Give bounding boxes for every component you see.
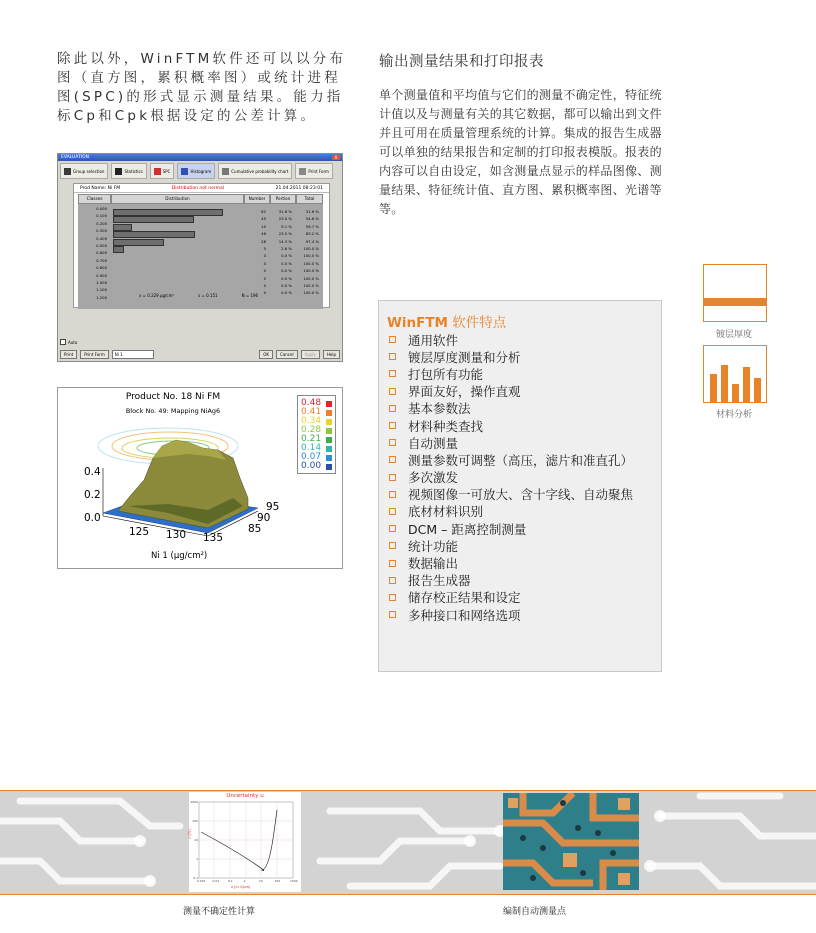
feature-item <box>387 400 633 417</box>
total-cell: 100.0 % <box>303 290 319 296</box>
group-selection-button[interactable]: Group selection <box>60 163 108 179</box>
feature-text: 材料种类查找 <box>408 418 484 434</box>
portion-cell: 0.0 % <box>281 275 292 281</box>
print-button[interactable]: Print <box>60 350 77 359</box>
legend-swatch <box>326 464 332 470</box>
u-xtick: 1 <box>243 879 246 883</box>
square-bullet-icon <box>389 353 396 360</box>
legend-swatch <box>326 410 332 416</box>
portion-cell: 0.0 % <box>281 283 292 288</box>
feature-text: 通用软件 <box>408 332 459 348</box>
feature-item <box>387 348 633 365</box>
square-bullet-icon <box>389 525 396 532</box>
features-box <box>378 300 662 672</box>
uncertainty-chart <box>189 792 301 892</box>
square-bullet-icon <box>389 594 396 601</box>
spc-button[interactable]: SPC <box>150 163 175 179</box>
total-cell: 100.0 % <box>303 275 319 281</box>
material-bar <box>732 384 739 402</box>
panel-header <box>74 184 329 193</box>
legend-swatch <box>326 437 332 443</box>
total-cell: 100.0 % <box>303 260 319 266</box>
timestamp: 21.04.2011 08:23:01 <box>275 185 323 191</box>
class-value: 0.600 <box>96 250 107 256</box>
total-cell: 54.6 % <box>305 216 319 222</box>
material-bar <box>743 367 750 402</box>
plot-title: Product No. 18 Ni FM <box>125 392 221 402</box>
histogram-icon <box>181 168 188 175</box>
square-bullet-icon <box>389 388 396 395</box>
number-cell: 0 <box>263 268 266 274</box>
class-value: 0.000 <box>96 206 107 211</box>
feature-item <box>387 451 633 468</box>
uncertainty-title: Uncertainty u <box>226 793 264 799</box>
feature-item <box>387 572 633 589</box>
feature-text: 多次激发 <box>408 470 459 486</box>
uncertainty-xticks <box>197 879 298 884</box>
number-cell: 45 <box>261 216 266 222</box>
total-cell: 100.0 % <box>303 268 319 274</box>
checkbox-icon <box>60 339 66 345</box>
histogram-table <box>78 194 323 309</box>
feature-text: DCM – 距离控制测量 <box>408 521 527 537</box>
plot-subtitle: Block No. 49: Mapping NiAg6 <box>125 407 221 415</box>
u-xtick: 1000 <box>290 879 298 883</box>
class-value: 0.500 <box>96 243 107 248</box>
statistics-button[interactable]: Statistics <box>111 163 146 179</box>
side-label-thickness: 镀层厚度 <box>715 330 752 340</box>
side-label-material: 材料分析 <box>715 410 752 420</box>
material-analysis-icon <box>703 345 767 403</box>
x-tick: 125 <box>129 526 150 538</box>
square-bullet-icon <box>389 491 396 498</box>
stats-line <box>139 293 258 298</box>
portion-cell: 0.0 % <box>281 253 292 259</box>
uncertainty-plot <box>189 792 301 892</box>
total-cell: 31.6 % <box>305 209 319 214</box>
legend-swatch <box>326 455 332 461</box>
u-ytick: 0.1 <box>193 876 198 880</box>
distribution-bar <box>113 209 223 216</box>
square-bullet-icon <box>389 577 396 584</box>
square-bullet-icon <box>389 456 396 463</box>
portion-cell: 0.0 % <box>281 268 292 274</box>
u-ytick: 1000 <box>190 800 198 804</box>
grid-icon <box>222 168 229 175</box>
section-heading: 输出测量结果和打印报表 <box>379 54 544 70</box>
help-button[interactable]: Help <box>323 350 340 359</box>
sigma-icon <box>115 168 122 175</box>
feature-text: 储存校正结果和设定 <box>408 590 521 606</box>
print-form-button[interactable]: Print Form <box>80 350 109 359</box>
total-cell: 100.0 % <box>303 283 319 288</box>
y-tick: 95 <box>266 501 280 513</box>
distribution-warning: Distribution not normal <box>171 185 225 191</box>
legend-value: 0.48 <box>301 398 322 408</box>
distribution-bar <box>113 239 164 246</box>
pcb-photo <box>503 793 639 890</box>
portion-cell: 0.0 % <box>281 290 292 296</box>
total-cell: 100.0 % <box>303 253 319 259</box>
col-portion: Portion <box>270 194 296 204</box>
legend-value: 0.21 <box>301 434 322 444</box>
material-bar <box>710 374 717 402</box>
number-cell: 0 <box>263 253 266 259</box>
feature-text: 统计功能 <box>408 538 459 554</box>
u-xtick: 0.001 <box>197 879 206 883</box>
class-value: 0.300 <box>96 228 107 234</box>
square-bullet-icon <box>389 439 396 446</box>
square-bullet-icon <box>389 474 396 481</box>
material-bar <box>721 365 728 402</box>
total-cell: 59.7 % <box>305 223 319 229</box>
square-bullet-icon <box>389 422 396 429</box>
col-classes: Classes <box>78 194 111 204</box>
layer-stripe <box>704 298 766 306</box>
stat-sd: s = 0.151 <box>198 293 218 298</box>
class-value: 0.400 <box>96 235 107 241</box>
mapping-3d-plot <box>57 387 343 569</box>
col-distribution: Distribution <box>111 194 244 204</box>
u-ytick: 10 <box>194 838 198 842</box>
circuit-pattern <box>0 791 816 894</box>
intro-paragraph: 除此以外，WinFTM软件还可以以分布图（直方图，累积概率图）或统计进程图(SPC)的形式显示测量结果。能力指标Cp和Cpk根据设定的公差计算。 <box>57 51 347 124</box>
class-value: 0.100 <box>96 213 107 219</box>
z-tick: 0.0 <box>84 512 101 524</box>
number-cell: 46 <box>261 231 266 237</box>
cumulative-chart-button[interactable]: Cumulative probability chart <box>218 163 292 179</box>
feature-item <box>387 554 633 571</box>
feature-text: 报告生成器 <box>408 573 471 589</box>
distribution-bar <box>113 224 132 231</box>
feature-text: 测量参数可调整（高压，滤片和准直孔） <box>408 452 634 468</box>
uncertainty-xlabel: x [in 1/µm] <box>231 885 251 889</box>
legend-value: 0.34 <box>301 416 322 426</box>
feature-item <box>387 469 633 486</box>
legend-value: 0.07 <box>301 452 322 462</box>
u-ytick: 100 <box>192 819 198 823</box>
legend-value: 0.41 <box>301 407 322 417</box>
square-bullet-icon <box>389 405 396 412</box>
u-xtick: 0.01 <box>212 879 220 883</box>
cancel-button[interactable]: Cancel <box>276 350 298 359</box>
features-list <box>387 331 633 623</box>
material-bar <box>754 378 761 402</box>
histogram-button[interactable]: Histogram <box>177 163 215 179</box>
total-cell: 83.2 % <box>305 231 319 237</box>
x-axis-label: Ni 1 (µg/cm²) <box>151 551 208 561</box>
total-cell: 100.0 % <box>303 246 319 251</box>
legend-swatch <box>326 446 332 452</box>
features-title <box>387 311 506 331</box>
apply-button[interactable]: Apply <box>301 350 320 359</box>
distribution-bar <box>113 216 194 223</box>
legend-value: 0.28 <box>301 425 322 435</box>
number-cell: 0 <box>263 260 266 266</box>
class-value: 1.200 <box>96 294 107 300</box>
feature-item <box>387 331 633 348</box>
feature-item <box>387 537 633 554</box>
number-cell: 10 <box>261 223 266 229</box>
feature-text: 打包所有功能 <box>408 366 484 382</box>
number-cell: 0 <box>263 290 266 296</box>
portion-cell: 31.6 % <box>278 209 292 214</box>
square-bullet-icon <box>389 370 396 377</box>
number-cell: 5 <box>263 246 266 251</box>
u-xtick: 10 <box>259 879 263 883</box>
number-cell: 0 <box>263 283 266 288</box>
col-number: Number <box>244 194 270 204</box>
print-form-tab[interactable]: Print Form <box>295 163 333 179</box>
histogram-panel <box>73 183 330 308</box>
square-bullet-icon <box>389 336 396 343</box>
feature-text: 视频图像一可放大、含十字线、自动聚焦 <box>408 487 634 503</box>
feature-item <box>387 417 633 434</box>
portion-cell: 23.0 % <box>278 216 292 222</box>
col-total: Total <box>296 194 323 204</box>
prod-name: Prod Name: Ni FM <box>80 185 121 191</box>
feature-item <box>387 589 633 606</box>
class-value: 0.900 <box>96 272 107 278</box>
legend-value: 0.00 <box>301 461 322 471</box>
u-ytick: 1 <box>196 857 198 861</box>
y-tick: 90 <box>257 512 271 524</box>
uncertainty-ylabel: u [%] <box>187 829 192 839</box>
feature-text: 基本参数法 <box>408 401 471 417</box>
ok-button[interactable]: OK <box>259 350 273 359</box>
brand-name: WinFTM <box>387 315 448 331</box>
feature-text: 底材材料识别 <box>408 504 484 520</box>
color-legend <box>297 395 336 474</box>
window-buttons <box>60 350 340 359</box>
auto-checkbox[interactable]: Auto <box>60 339 77 345</box>
portion-cell: 0.0 % <box>281 260 292 266</box>
close-icon[interactable]: X <box>332 155 340 160</box>
number-cell: 0 <box>263 275 266 281</box>
class-value: 1.000 <box>96 280 107 285</box>
square-bullet-icon <box>389 560 396 567</box>
feature-text: 数据输出 <box>408 556 459 572</box>
feature-item <box>387 606 633 623</box>
feature-item <box>387 383 633 400</box>
feature-text: 镀层厚度测量和分析 <box>408 349 521 365</box>
legend-swatch <box>326 401 332 407</box>
legend-swatch <box>326 428 332 434</box>
class-value: 1.100 <box>96 287 107 293</box>
features-title-text: 软件特点 <box>448 315 507 331</box>
evaluation-window <box>57 153 343 362</box>
portion-cell: 5.1 % <box>281 223 292 229</box>
portion-cell: 23.5 % <box>278 231 292 237</box>
feature-text: 多种接口和网络选项 <box>408 607 521 623</box>
square-bullet-icon <box>389 508 396 515</box>
pcb-graphic <box>503 793 639 890</box>
class-value: 0.800 <box>96 265 107 271</box>
feature-text: 自动测量 <box>408 435 459 451</box>
channel-select[interactable]: Ni 1 <box>112 350 154 359</box>
number-cell: 62 <box>261 209 266 214</box>
z-tick: 0.4 <box>84 466 101 478</box>
square-bullet-icon <box>389 611 396 618</box>
x-tick: 135 <box>203 532 224 544</box>
feature-item <box>387 486 633 503</box>
feature-item <box>387 503 633 520</box>
class-value: 0.700 <box>96 257 107 263</box>
distribution-bar <box>113 231 195 238</box>
feature-item <box>387 434 633 451</box>
stat-mean: x = 0.229 µg/cm² <box>139 293 175 298</box>
u-xtick: 100 <box>274 879 281 883</box>
bottom-image-band <box>0 790 816 895</box>
u-xtick: 0.1 <box>228 879 233 883</box>
distribution-bar <box>113 246 124 253</box>
total-cell: 97.4 % <box>305 238 319 244</box>
portion-cell: 2.6 % <box>281 246 292 251</box>
caption-auto-points: 编制自动测量点 <box>503 907 567 917</box>
class-value: 0.200 <box>96 220 107 226</box>
stat-n: N = 196 <box>241 293 259 298</box>
section-paragraph: 单个测量值和平均值与它们的测量不确定性，特征统计值以及与测量有关的其它数据，都可以输出到文件并且可用在质量管理系统的计算。集成的报告生成器可以单独的结果报告和定制的打印报表模版。报表的内容可以自由设定，如含测量点显示的样品图像、测量结果、特征统计值、直方图、累积概率图、光谱等等。 <box>379 88 662 216</box>
square-bullet-icon <box>389 542 396 549</box>
portion-cell: 14.3 % <box>278 238 292 244</box>
spc-icon <box>154 168 161 175</box>
feature-item <box>387 520 633 537</box>
caption-uncertainty: 测量不确定性计算 <box>183 907 256 917</box>
legend-swatch <box>326 419 332 425</box>
uncertainty-yticks <box>189 800 199 880</box>
feature-item <box>387 365 633 382</box>
y-tick: 85 <box>248 523 262 535</box>
feature-text: 界面友好，操作直观 <box>408 384 521 400</box>
coating-thickness-icon <box>703 264 767 322</box>
z-tick: 0.2 <box>84 489 101 501</box>
printer-icon <box>299 168 306 175</box>
toolbar <box>60 163 340 179</box>
x-tick: 130 <box>166 529 187 541</box>
group-icon <box>64 168 71 175</box>
legend-value: 0.14 <box>301 443 322 453</box>
number-cell: 28 <box>261 238 266 244</box>
window-title: EVALUATION <box>58 154 342 161</box>
